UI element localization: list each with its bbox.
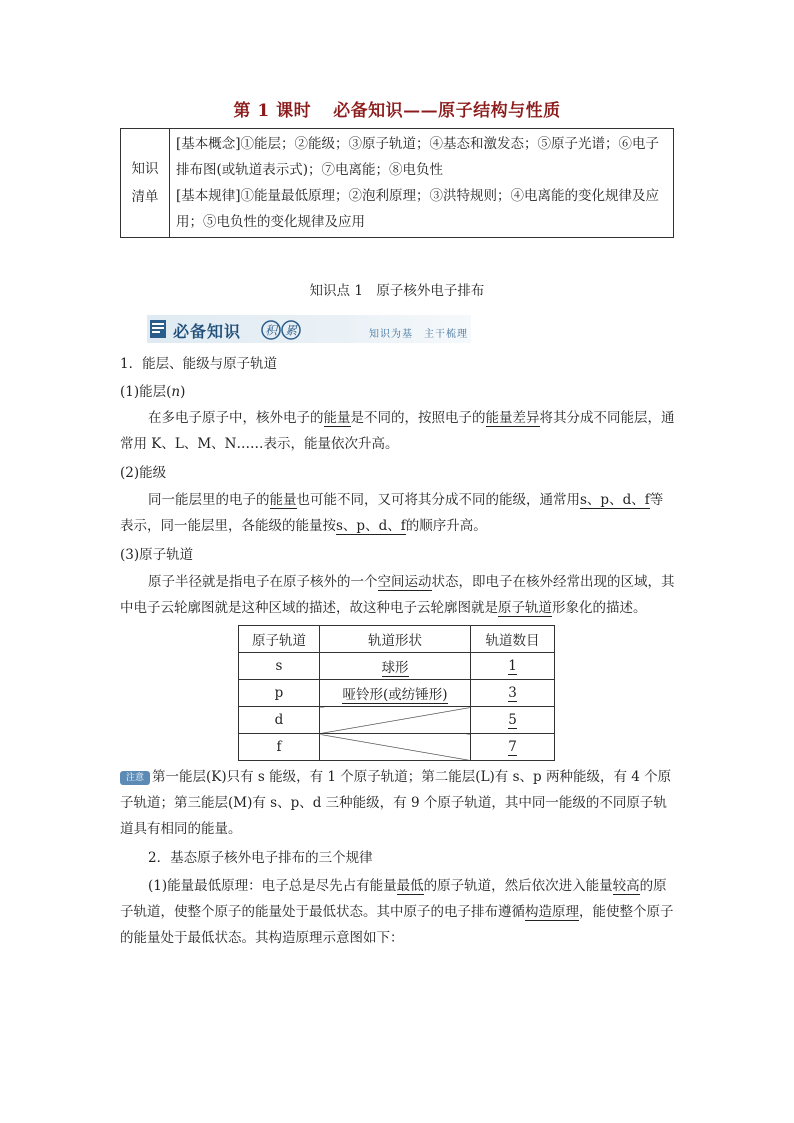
- blank-aufbau: 构造原理: [525, 904, 579, 920]
- blank-atomic-orbital: 原子轨道: [498, 600, 552, 616]
- svg-text:积: 积: [264, 323, 278, 338]
- page-title: [0, 96, 794, 121]
- blank-spdf: s、p、d、f: [580, 492, 650, 508]
- knowledge-list-table: [120, 128, 674, 238]
- blank-spdf-order: s、p、d、f: [336, 518, 406, 534]
- title-lesson-number: 第 1 课时: [233, 101, 312, 121]
- s2a-body: (1)能量最低原理：电子总是尽先占有能量最低的原子轨道，然后依次进入能量较高的原子轨道，使整个原子的能量处于最低状态。其中原子的电子排布遵循构造原理，能使整个原子的能量处于最低状态。其构造原理示意图如下：: [120, 878, 674, 946]
- s1b-heading: (2)能级: [120, 465, 167, 481]
- s1c-heading: (3)原子轨道: [120, 547, 194, 563]
- blank-energy-difference: 能量差异: [485, 410, 540, 426]
- diagonal-cell: [320, 734, 471, 761]
- basic-rules: [基本规律]①能量最低原理；②泡利原理；③洪特规则；④电离能的变化规律及应用；⑤电负性的变化规律及应用: [176, 188, 660, 230]
- section-heading: 知识点 1 原子核外电子排布: [309, 283, 485, 299]
- note-paragraph: 注意 第一能层(K)只有 s 能级，有 1 个原子轨道；第二能层(L)有 s、p 两种能级，有 4 个原子轨道；第三能层(M)有 s、p、d 三种能级，有 9 个原子轨道，其中同一能级的不同原子轨道具有相同的能量。: [120, 769, 672, 837]
- title-lesson-name: 必备知识——原子结构与性质: [333, 101, 561, 121]
- knowledge-list-content: [170, 129, 674, 238]
- s1a-heading: (1)能层(n): [120, 384, 186, 400]
- blank-energy: 能量: [323, 410, 351, 426]
- section-banner: [147, 315, 471, 343]
- table-row: p 哑铃形(或纺锤形) 3: [239, 680, 555, 707]
- table-row: s 球形 1: [239, 653, 555, 680]
- banner-title: 必备知识: [173, 322, 242, 341]
- s1-heading: 1．能层、能级与原子轨道: [120, 356, 278, 372]
- blank-energy-2: 能量: [269, 492, 297, 508]
- s1c-body: 原子半径就是指电子在原子核外的一个空间运动状态，即电子在核外经常出现的区域，其中电子云轮廓图就是这种区域的描述，故这种电子云轮廓图就是原子轨道形象化的描述。: [120, 574, 675, 616]
- blank-higher: 较高: [612, 878, 640, 894]
- s1b-body: 同一能层里的电子的能量也可能不同，又可将其分成不同的能级，通常用s、p、d、f等表示，同一能层里，各能级的能量按s、p、d、f的顺序升高。: [120, 492, 664, 534]
- basic-concepts: [基本概念]①能层；②能级；③原子轨道；④基态和激发态；⑤原子光谱；⑥电子排布图(或轨道表示式)；⑦电离能；⑧电负性: [176, 136, 660, 178]
- table-header-row: 原子轨道 轨道形状 轨道数目: [239, 626, 555, 653]
- s2-heading: 2．基态原子核外电子排布的三个规律: [148, 850, 373, 866]
- banner-subtitle: 知识为基 主干梳理: [369, 329, 468, 340]
- orbital-table: [238, 625, 555, 761]
- table-row: d 5: [239, 707, 555, 734]
- table-row: f 7: [239, 734, 555, 761]
- blank-spatial-motion: 空间运动: [377, 574, 432, 590]
- banner-stamp: [261, 320, 301, 340]
- diagonal-cell: [320, 707, 471, 734]
- note-badge: 注意: [120, 771, 150, 785]
- blank-lowest: 最低: [396, 878, 424, 894]
- book-icon: [149, 319, 167, 339]
- svg-text:累: 累: [284, 323, 298, 338]
- knowledge-list-label: 知识 清单: [121, 129, 170, 238]
- s1a-body: 在多电子原子中，核外电子的能量是不同的，按照电子的能量差异将其分成不同能层，通常用 K、L、M、N……表示，能量依次升高。: [120, 410, 675, 452]
